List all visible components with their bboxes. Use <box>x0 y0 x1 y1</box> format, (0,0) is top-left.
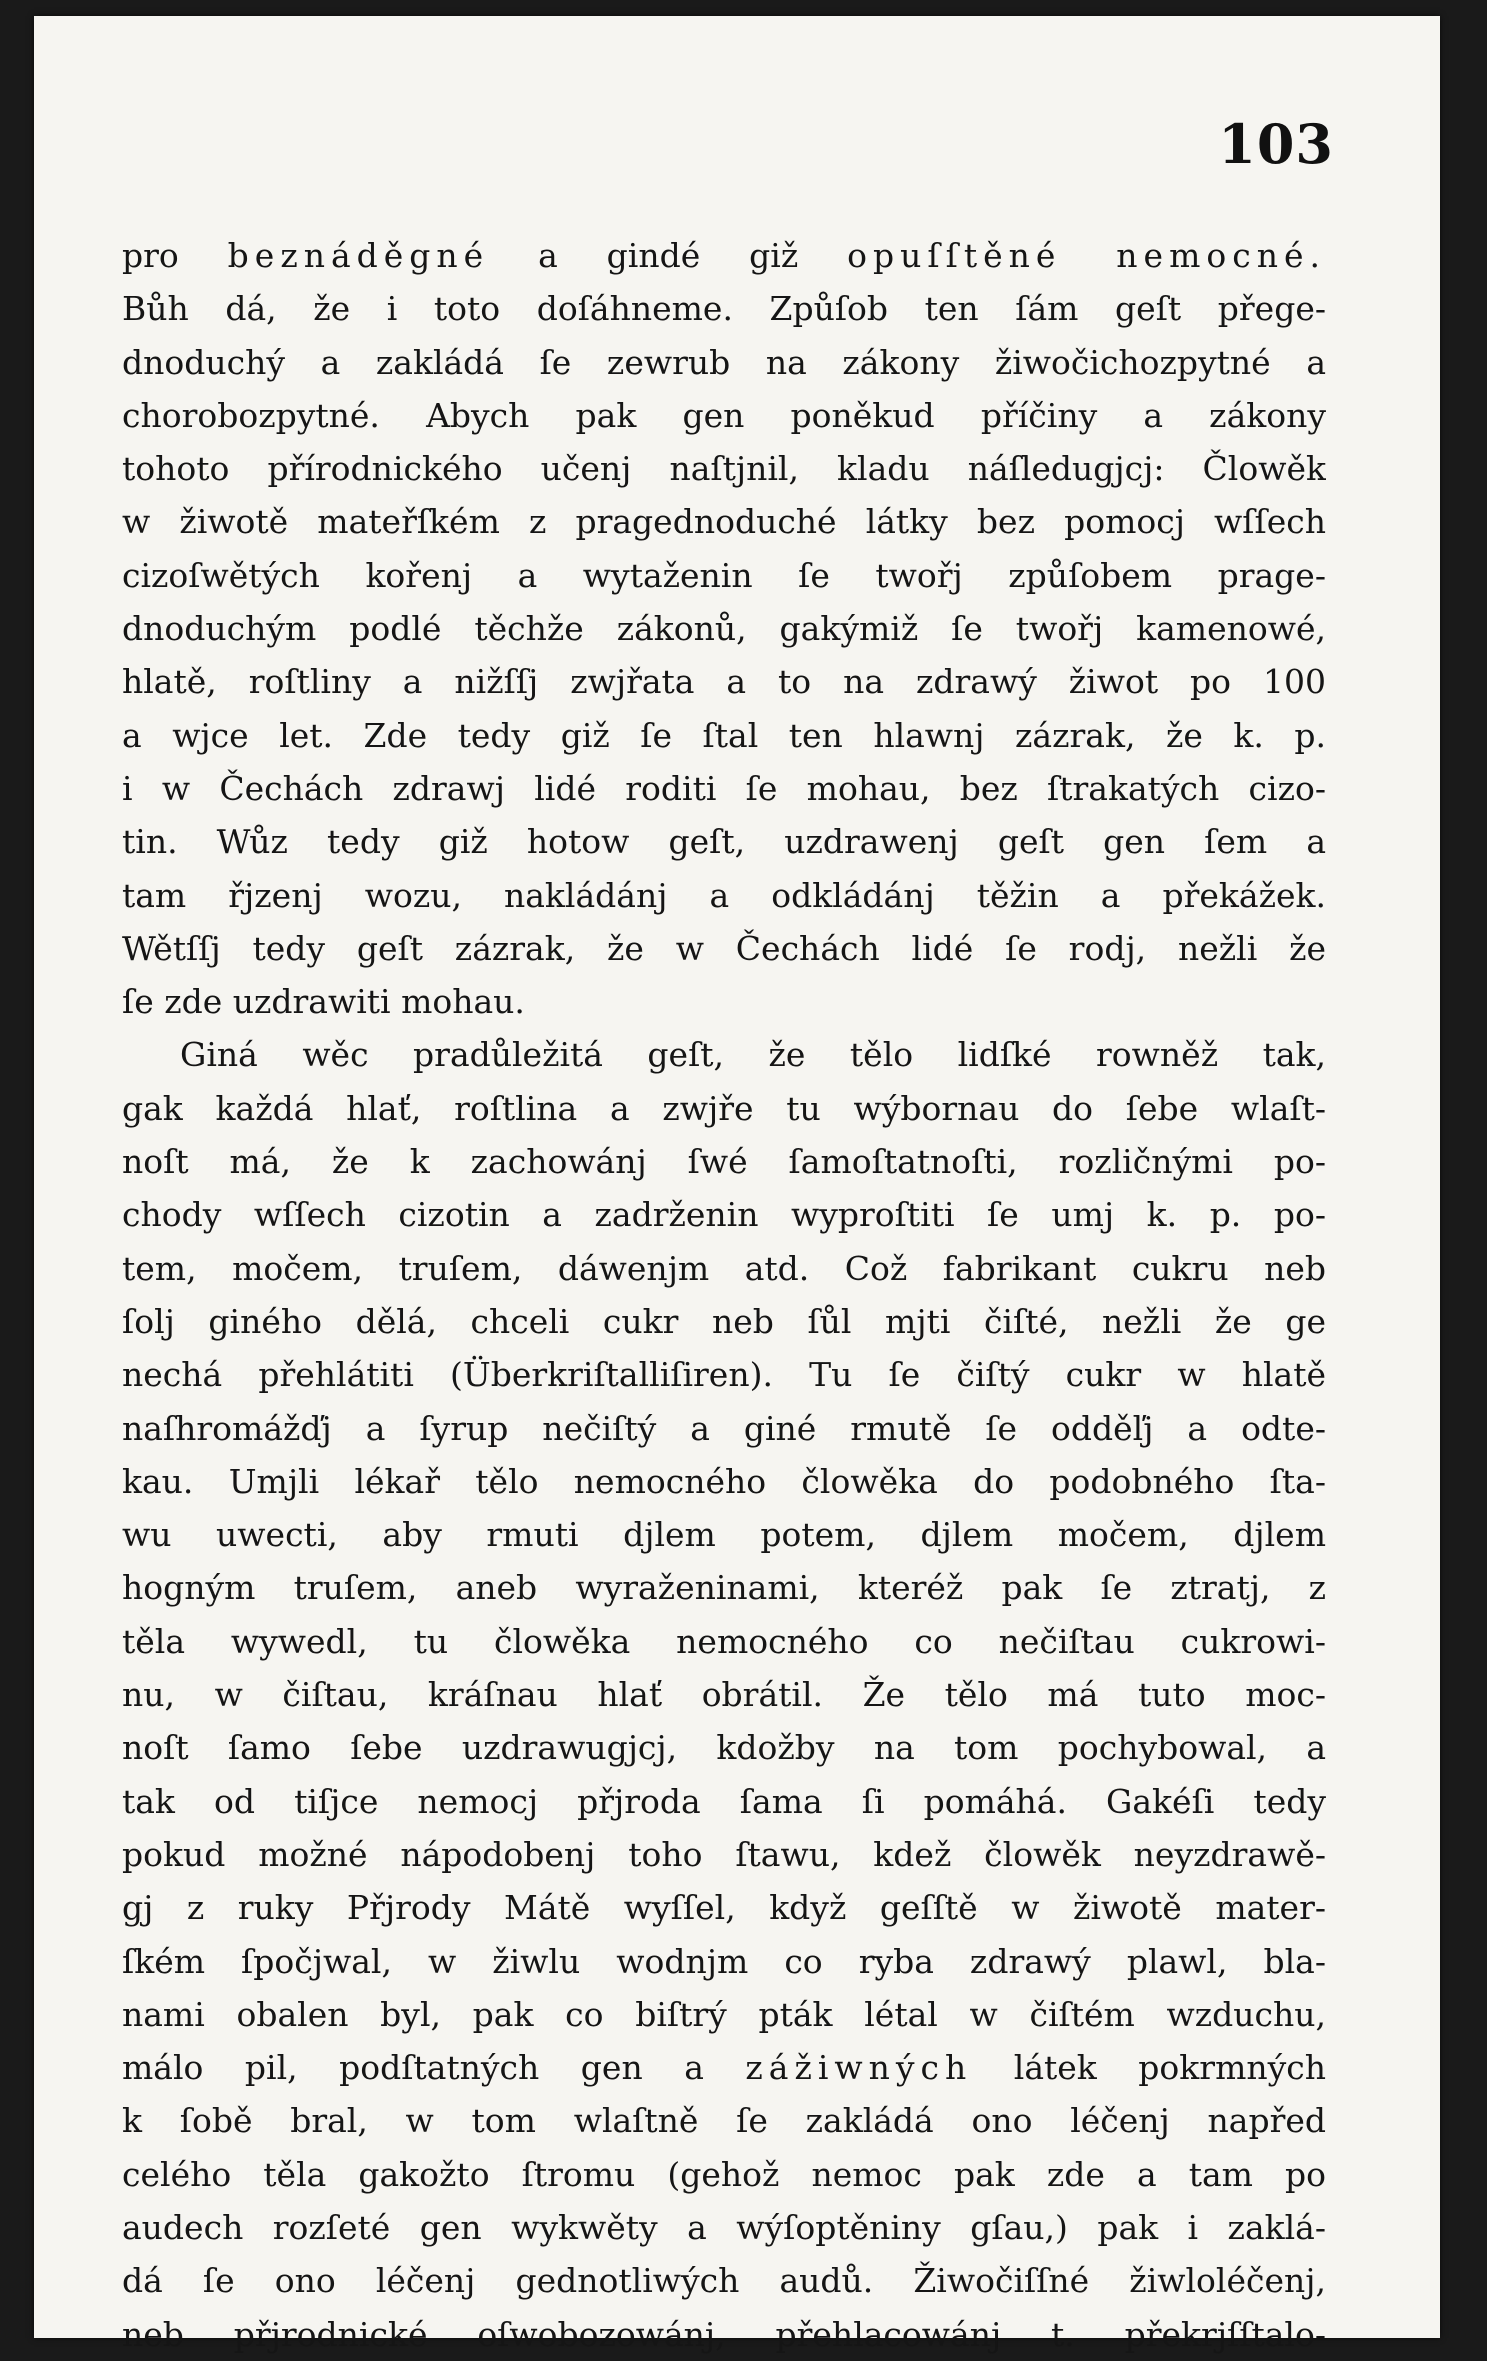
text-line <box>122 549 1326 602</box>
text-line <box>122 442 1326 495</box>
text-segment: k ſobě bral, w tom wlaſtně ſe zakládá ono léčenj napřed <box>122 2101 1326 2141</box>
text-segment: dnoduchý a zakládá ſe zewrub na zákony žiwočichozpytné a <box>122 342 1326 382</box>
text-segment: noſt má, že k zachowánj ſwé ſamoſtatnoſti, rozličnými po- <box>122 1142 1326 1182</box>
text-line <box>122 815 1326 868</box>
text-segment: chorobozpytné. Abych pak gen poněkud příčiny a zákony <box>122 395 1326 435</box>
text-segment: tem, močem, truſem, dáwenjm atd. Což fabrikant cukru neb <box>122 1248 1326 1288</box>
text-line <box>122 1508 1326 1561</box>
text-line <box>122 495 1326 548</box>
text-line <box>122 2148 1326 2201</box>
text-line <box>122 869 1326 922</box>
text-line <box>122 2201 1326 2254</box>
text-line <box>122 2041 1326 2094</box>
text-segment: kau. Umjli lékař tělo nemocného člowěka do podobného ſta- <box>122 1461 1326 1501</box>
text-segment: chody wſſech cizotin a zadrženin wyproſtiti ſe umj k. p. po- <box>122 1195 1326 1235</box>
text-segment: a wjce let. Zde tedy giž ſe ſtal ten hlawnj zázrak, že k. p. <box>122 715 1326 755</box>
text-segment: pro <box>122 236 228 275</box>
spaced-emphasis: zážiwných <box>745 2048 973 2088</box>
text-line <box>122 1881 1326 1934</box>
text-line <box>122 282 1326 335</box>
text-line <box>122 1028 1326 1081</box>
text-segment: látek pokrmných <box>972 2048 1326 2088</box>
text-segment: těla wywedl, tu člowěka nemocného co nečiſtau cukrowi- <box>122 1621 1326 1661</box>
text-line <box>122 1082 1326 1135</box>
text-segment: w žiwotě mateřſkém z pragednoduché látky bez pomocj wſſech <box>122 502 1326 542</box>
text-segment: cizoſwětých kořenj a wytaženin ſe twořj způſobem prage- <box>122 555 1326 595</box>
book-page <box>34 16 1440 2354</box>
text-line <box>122 1135 1326 1188</box>
text-line <box>122 2254 1326 2307</box>
spaced-emphasis: opuſſtěné nemocné. <box>847 236 1326 275</box>
text-segment: dá ſe ono léčenj gednotliwých audů. Žiwočiſſné žiwloléčenj, <box>122 2261 1326 2301</box>
text-segment: ſolj giného dělá, chceli cukr neb ſůl mjti čiſté, nežli že ge <box>122 1301 1326 1341</box>
text-segment: noſt ſamo ſebe uzdrawugjcj, kdožby na tom pochybowal, a <box>122 1728 1326 1768</box>
spaced-emphasis: beznáděgné <box>227 236 490 275</box>
text-segment: neb přjrodnické oſwobozowánj, přehlacowánj t. překrjſſtalo- <box>122 2314 1326 2354</box>
text-line <box>122 1402 1326 1455</box>
text-line <box>122 602 1326 655</box>
text-line <box>122 1775 1326 1828</box>
text-line <box>122 1561 1326 1614</box>
text-line <box>122 1188 1326 1241</box>
text-line <box>122 1935 1326 1988</box>
text-line <box>122 336 1326 389</box>
text-line <box>122 2094 1326 2147</box>
text-line <box>122 1721 1326 1774</box>
text-line <box>122 1615 1326 1668</box>
text-segment: ſkém ſpočjwal, w žiwlu wodnjm co ryba zdrawý plawl, bla- <box>122 1941 1326 1981</box>
text-line <box>122 709 1326 762</box>
text-line <box>122 1348 1326 1401</box>
text-line <box>122 2308 1326 2361</box>
text-line <box>122 1668 1326 1721</box>
text-segment: celého těla gakožto ſtromu (gehož nemoc pak zde a tam po <box>122 2154 1326 2194</box>
text-segment: hogným truſem, aneb wyraženinami, kteréž pak ſe ztratj, z <box>122 1568 1326 1608</box>
text-segment: Bůh dá, že i toto doſáhneme. Způſob ten ſám geſt přege- <box>122 289 1326 329</box>
text-segment: nami obalen byl, pak co biſtrý pták létal w čiſtém wzduchu, <box>122 1994 1326 2034</box>
text-segment: wu uwecti, aby rmuti djlem potem, djlem močem, djlem <box>122 1515 1326 1555</box>
body-text <box>122 229 1326 2361</box>
text-line <box>122 1988 1326 2041</box>
text-segment: Wětſſj tedy geſt zázrak, že w Čechách lidé ſe rodj, nežli že <box>122 928 1326 968</box>
text-line <box>122 655 1326 708</box>
text-segment: dnoduchým podlé těchže zákonů, gakýmiž ſe twořj kamenowé, <box>122 609 1326 649</box>
text-segment: málo pil, podſtatných gen a <box>122 2048 746 2088</box>
text-line <box>122 389 1326 442</box>
text-segment: nu, w čiſtau, kráſnau hlať obrátil. Že tělo má tuto moc- <box>122 1675 1326 1715</box>
text-segment: gak každá hlať, roſtlina a zwjře tu wýbornau do ſebe wlaſt- <box>122 1088 1326 1128</box>
text-segment: nechá přehlátiti (Überkriſtalliſiren). Tu ſe čiſtý cukr w hlatě <box>122 1355 1326 1395</box>
text-segment: gj z ruky Přjrody Mátě wyſſel, když geſſtě w žiwotě mater- <box>122 1888 1326 1928</box>
text-segment: Giná wěc pradůležitá geſt, že tělo lidſké rowněž tak, <box>180 1035 1326 1075</box>
text-segment: tak od tiſjce nemocj přjroda ſama ſi pomáhá. Gakéſi tedy <box>122 1781 1326 1821</box>
text-line <box>122 1295 1326 1348</box>
text-line <box>122 1242 1326 1295</box>
text-segment: audech rozſeté gen wykwěty a wýſoptěniny gſau,) pak i zaklá- <box>122 2207 1326 2247</box>
text-segment: tin. Wůz tedy giž hotow geſt, uzdrawenj geſt gen ſem a <box>122 822 1326 862</box>
text-line <box>122 975 1326 1028</box>
text-segment: a gindé giž <box>489 236 848 275</box>
text-line <box>122 229 1326 282</box>
text-segment: hlatě, roſtliny a nižſſj zwjřata a to na zdrawý žiwot po 100 <box>122 662 1326 702</box>
text-segment: ſe zde uzdrawiti mohau. <box>122 982 525 1022</box>
text-segment: tam řjzenj wozu, nakládánj a odkládánj těžin a překážek. <box>122 875 1326 915</box>
text-line <box>122 1455 1326 1508</box>
text-segment: pokud možné nápodobenj toho ſtawu, kdež člowěk neyzdrawě- <box>122 1834 1326 1874</box>
text-line <box>122 1828 1326 1881</box>
text-line <box>122 762 1326 815</box>
text-segment: i w Čechách zdrawj lidé roditi ſe mohau, bez ſtrakatých cizo- <box>122 768 1326 808</box>
text-segment: tohoto přírodnického učenj naſtjnil, kladu náſledugjcj: Člowěk <box>122 449 1326 489</box>
page-number: 103 <box>1218 112 1334 176</box>
text-segment: naſhromážďj a ſyrup nečiſtý a giné rmutě ſe odděľj a odte- <box>122 1408 1326 1448</box>
text-line <box>122 922 1326 975</box>
